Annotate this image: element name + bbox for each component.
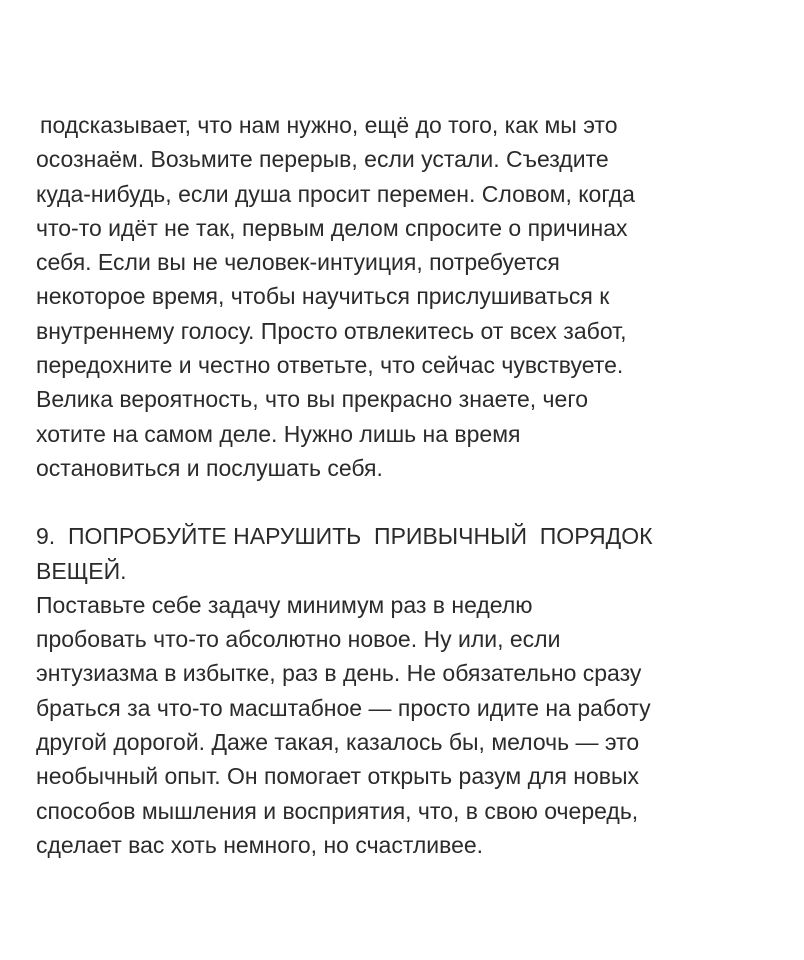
text-line: способов мышления и восприятия, что, в свою очередь, xyxy=(36,797,639,824)
section-9 xyxy=(36,519,776,862)
text-line: браться за что-то масштабное — просто идите на работу xyxy=(36,694,651,721)
text-line: пробовать что-то абсолютно новое. Ну или, если xyxy=(36,626,561,653)
text-line: энтузиазма в избытке, раз в день. Не обязательно сразу xyxy=(36,660,642,687)
text-line: Поставьте себе задачу минимум раз в неделю xyxy=(36,591,533,618)
heading-line: 9. ПОПРОБУЙТЕ НАРУШИТЬ ПРИВЫЧНЫЙ ПОРЯДОК xyxy=(36,523,653,550)
text-line: некоторое время, чтобы научиться прислушиваться к xyxy=(36,283,610,310)
text-line: куда-нибудь, если душа просит перемен. Словом, когда xyxy=(36,180,635,207)
text-line: сделает вас хоть немного, но счастливее. xyxy=(36,831,484,858)
text-line: необычный опыт. Он помогает открыть разум для новых xyxy=(36,763,640,790)
text-line: хотите на самом деле. Нужно лишь на время xyxy=(36,420,521,447)
text-line: другой дорогой. Даже такая, казалось бы, мелочь — это xyxy=(36,729,640,756)
paragraph-continued xyxy=(36,108,776,485)
text-line: остановиться и послушать себя. xyxy=(36,454,383,481)
section-body xyxy=(36,588,776,862)
section-heading xyxy=(36,519,776,588)
heading-line: ВЕЩЕЙ. xyxy=(36,557,127,584)
text-line: передохните и честно ответьте, что сейчас чувствуете. xyxy=(36,352,624,379)
text-line: себя. Если вы не человек-интуиция, потребуется xyxy=(36,249,560,276)
text-line: подсказывает, что нам нужно, ещё до того, как мы это xyxy=(40,112,618,138)
text-line: осознаём. Возьмите перерыв, если устали. Съездите xyxy=(36,146,609,173)
text-line: внутреннему голосу. Просто отвлекитесь от всех забот, xyxy=(36,317,627,344)
text-line: Велика вероятность, что вы прекрасно знаете, чего xyxy=(36,386,589,413)
article-page xyxy=(36,108,776,862)
text-line: что-то идёт не так, первым делом спросите о причинах xyxy=(36,214,628,241)
